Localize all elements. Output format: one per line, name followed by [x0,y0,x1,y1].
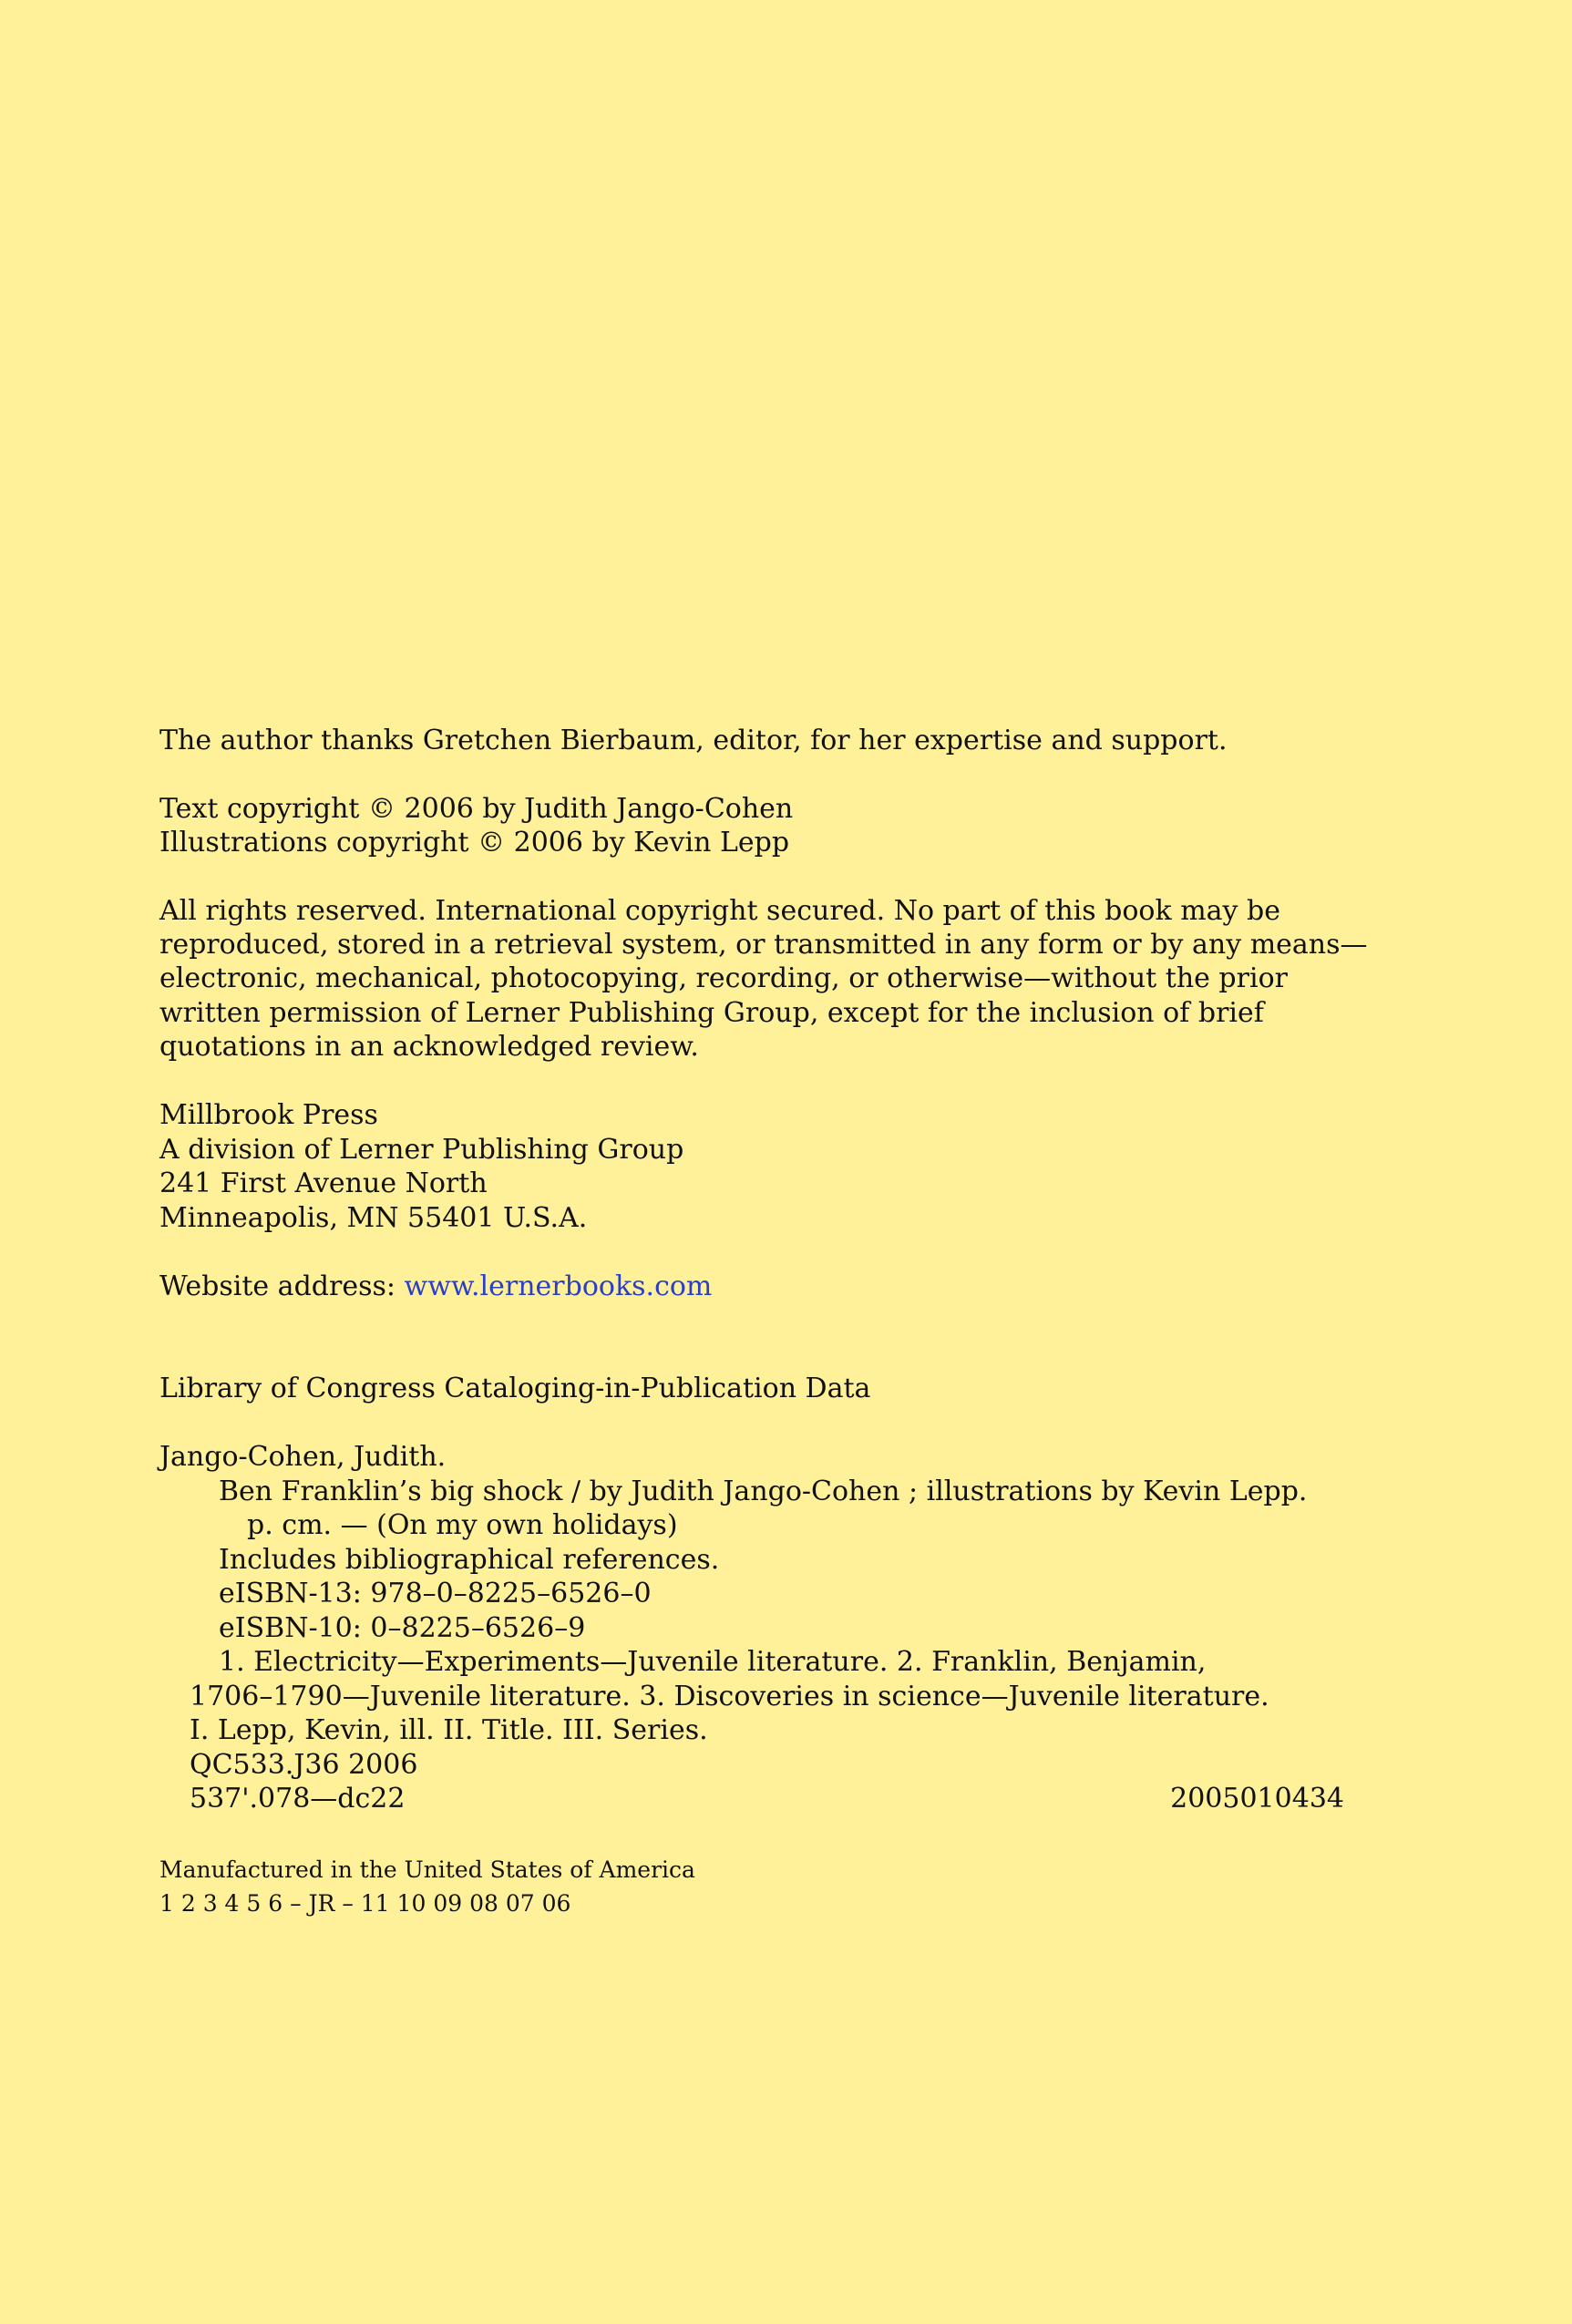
website-line [159,1270,712,1304]
rights-line-5: quotations in an acknowledged review. [159,1031,699,1063]
illustrations-copyright: Illustrations copyright © 2006 by Kevin Lepp [159,827,790,859]
manufactured-line: Manufactured in the United States of America [159,1856,695,1883]
publisher-city: Minneapolis, MN 55401 U.S.A. [159,1202,588,1234]
cip-isbn13: eISBN-13: 978–0–8225–6526–0 [219,1578,652,1609]
cip-lc-class: QC533.J36 2006 [190,1749,418,1781]
cip-lccn: 2005010434 [1170,1783,1344,1815]
website-label: Website address: [159,1270,405,1302]
cip-subjects-2: 1706–1790—Juvenile literature. 3. Discoveries in science—Juvenile literature. [190,1681,1269,1712]
rights-line-3: electronic, mechanical, photocopying, recording, or otherwise—without the prior [159,962,1288,994]
cip-physical: p. cm. — (On my own holidays) [247,1509,678,1541]
cip-heading: Library of Congress Cataloging-in-Publication Data [159,1373,871,1404]
cip-subjects-1: 1. Electricity—Experiments—Juvenile literature. 2. Franklin, Benjamin, [219,1646,1207,1678]
website-link[interactable]: www.lernerbooks.com [404,1270,713,1302]
printing-line: 1 2 3 4 5 6 – JR – 11 10 09 08 07 06 [159,1890,571,1917]
cip-bibliography: Includes bibliographical references. [219,1544,720,1576]
acknowledgment: The author thanks Gretchen Bierbaum, editor, for her expertise and support. [159,725,1228,756]
cip-author: Jango-Cohen, Judith. [159,1441,447,1473]
cip-isbn10: eISBN-10: 0–8225–6526–9 [219,1612,586,1644]
text-copyright: Text copyright © 2006 by Judith Jango-Cohen [159,793,794,825]
cip-added-entries: I. Lepp, Kevin, ill. II. Title. III. Series. [190,1714,708,1746]
publisher-street: 241 First Avenue North [159,1167,488,1199]
rights-line-4: written permission of Lerner Publishing Group, except for the inclusion of brief [159,997,1264,1029]
rights-line-2: reproduced, stored in a retrieval system, or transmitted in any form or by any means— [159,929,1368,961]
cip-dewey: 537'.078—dc22 [190,1783,406,1815]
cip-title: Ben Franklin’s big shock / by Judith Jango-Cohen ; illustrations by Kevin Lepp. [219,1476,1308,1507]
publisher-name: Millbrook Press [159,1099,378,1131]
rights-line-1: All rights reserved. International copyright secured. No part of this book may be [159,895,1280,927]
publisher-division: A division of Lerner Publishing Group [159,1134,684,1166]
